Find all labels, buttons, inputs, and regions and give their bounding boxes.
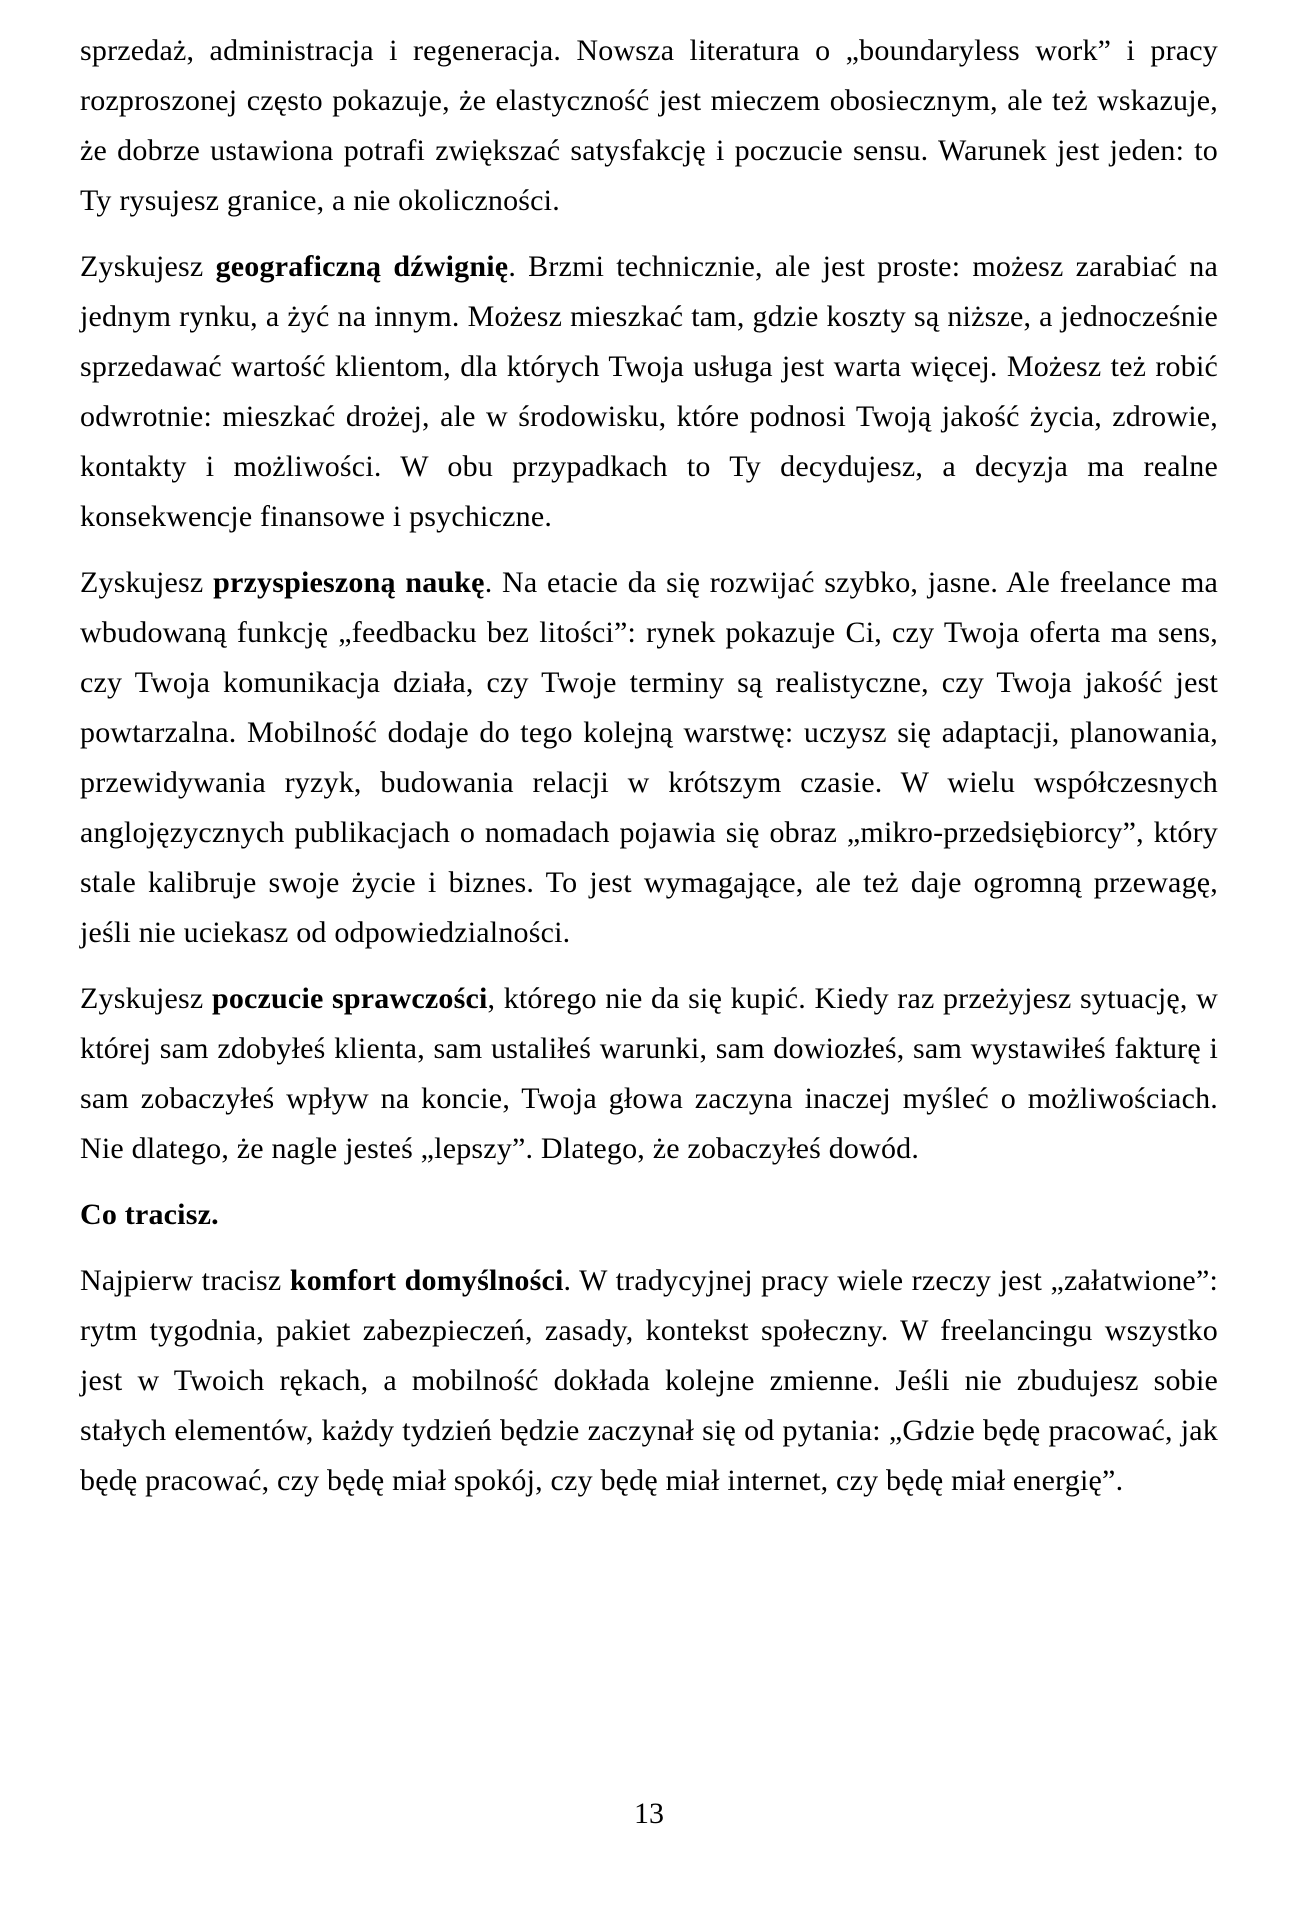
paragraph xyxy=(80,26,1218,226)
bold-text-run: Co tracisz. xyxy=(80,1198,219,1231)
section-heading xyxy=(80,1190,1218,1240)
text-column xyxy=(80,26,1218,1522)
bold-text-run: geograficzną dźwignię xyxy=(215,250,509,283)
paragraph xyxy=(80,558,1218,958)
paragraph xyxy=(80,1256,1218,1506)
paragraph xyxy=(80,242,1218,542)
text-run: , którego nie da się kupić. Kiedy raz przeżyjesz sytuację, w której sam zdobyłeś klienta, sam ustaliłeś warunki, sam dowiozłeś, sam wystawiłeś fakturę i sam zobaczyłeś wpływ na koncie, Twoja głowa zaczyna inaczej myśleć o możliwościach. Nie dlatego, że nagle jesteś „lepszy”. Dlatego, że zobaczyłeś dowód. xyxy=(80,982,1218,1165)
text-run: . W tradycyjnej pracy wiele rzeczy jest „załatwione”: rytm tygodnia, pakiet zabezpieczeń, zasady, kontekst społeczny. W freelancingu wszystko jest w Twoich rękach, a mobilność dokłada kolejne zmienne. Jeśli nie zbudujesz sobie stałych elementów, każdy tydzień będzie zaczynał się od pytania: „Gdzie będę pracować, jak będę pracować, czy będę miał spokój, czy będę miał internet, czy będę miał energię”. xyxy=(80,1264,1218,1497)
text-run: Najpierw tracisz xyxy=(80,1264,290,1297)
bold-text-run: poczucie sprawczości xyxy=(211,982,488,1015)
paragraph xyxy=(80,974,1218,1174)
bold-text-run: komfort domyślności xyxy=(289,1264,564,1297)
text-run: sprzedaż, administracja i regeneracja. Nowsza literatura o „boundaryless work” i pracy rozproszonej często pokazuje, że elastyczność jest mieczem obosiecznym, ale też wskazuje, że dobrze ustawiona potrafi zwiększać satysfakcję i poczucie sensu. Warunek jest jeden: to Ty rysujesz granice, a nie okoliczności. xyxy=(80,34,1218,217)
text-run: Zyskujesz xyxy=(80,250,216,283)
bold-text-run: przyspieszoną naukę xyxy=(213,566,485,599)
text-run: Zyskujesz xyxy=(80,566,214,599)
text-run: . Brzmi technicznie, ale jest proste: możesz zarabiać na jednym rynku, a żyć na innym. Możesz mieszkać tam, gdzie koszty są niższe, a jednocześnie sprzedawać wartość klientom, dla których Twoja usługa jest warta więcej. Możesz też robić odwrotnie: mieszkać drożej, ale w środowisku, które podnosi Twoją jakość życia, zdrowie, kontakty i możliwości. W obu przypadkach to Ty decydujesz, a decyzja ma realne konsekwencje finansowe i psychiczne. xyxy=(80,250,1219,533)
page-number: 13 xyxy=(634,1797,664,1830)
text-run: . Na etacie da się rozwijać szybko, jasne. Ale freelance ma wbudowaną funkcję „feedbacku bez litości”: rynek pokazuje Ci, czy Twoja oferta ma sens, czy Twoja komunikacja działa, czy Twoje terminy są realistyczne, czy Twoja jakość jest powtarzalna. Mobilność dodaje do tego kolejną warstwę: uczysz się adaptacji, planowania, przewidywania ryzyk, budowania relacji w krótszym czasie. W wielu współczesnych anglojęzycznych publikacjach o nomadach pojawia się obraz „mikro-przedsiębiorcy”, który stale kalibruje swoje życie i biznes. To jest wymagające, ale też daje ogromną przewagę, jeśli nie uciekasz od odpowiedzialności. xyxy=(80,566,1218,949)
text-run: Zyskujesz xyxy=(80,982,212,1015)
